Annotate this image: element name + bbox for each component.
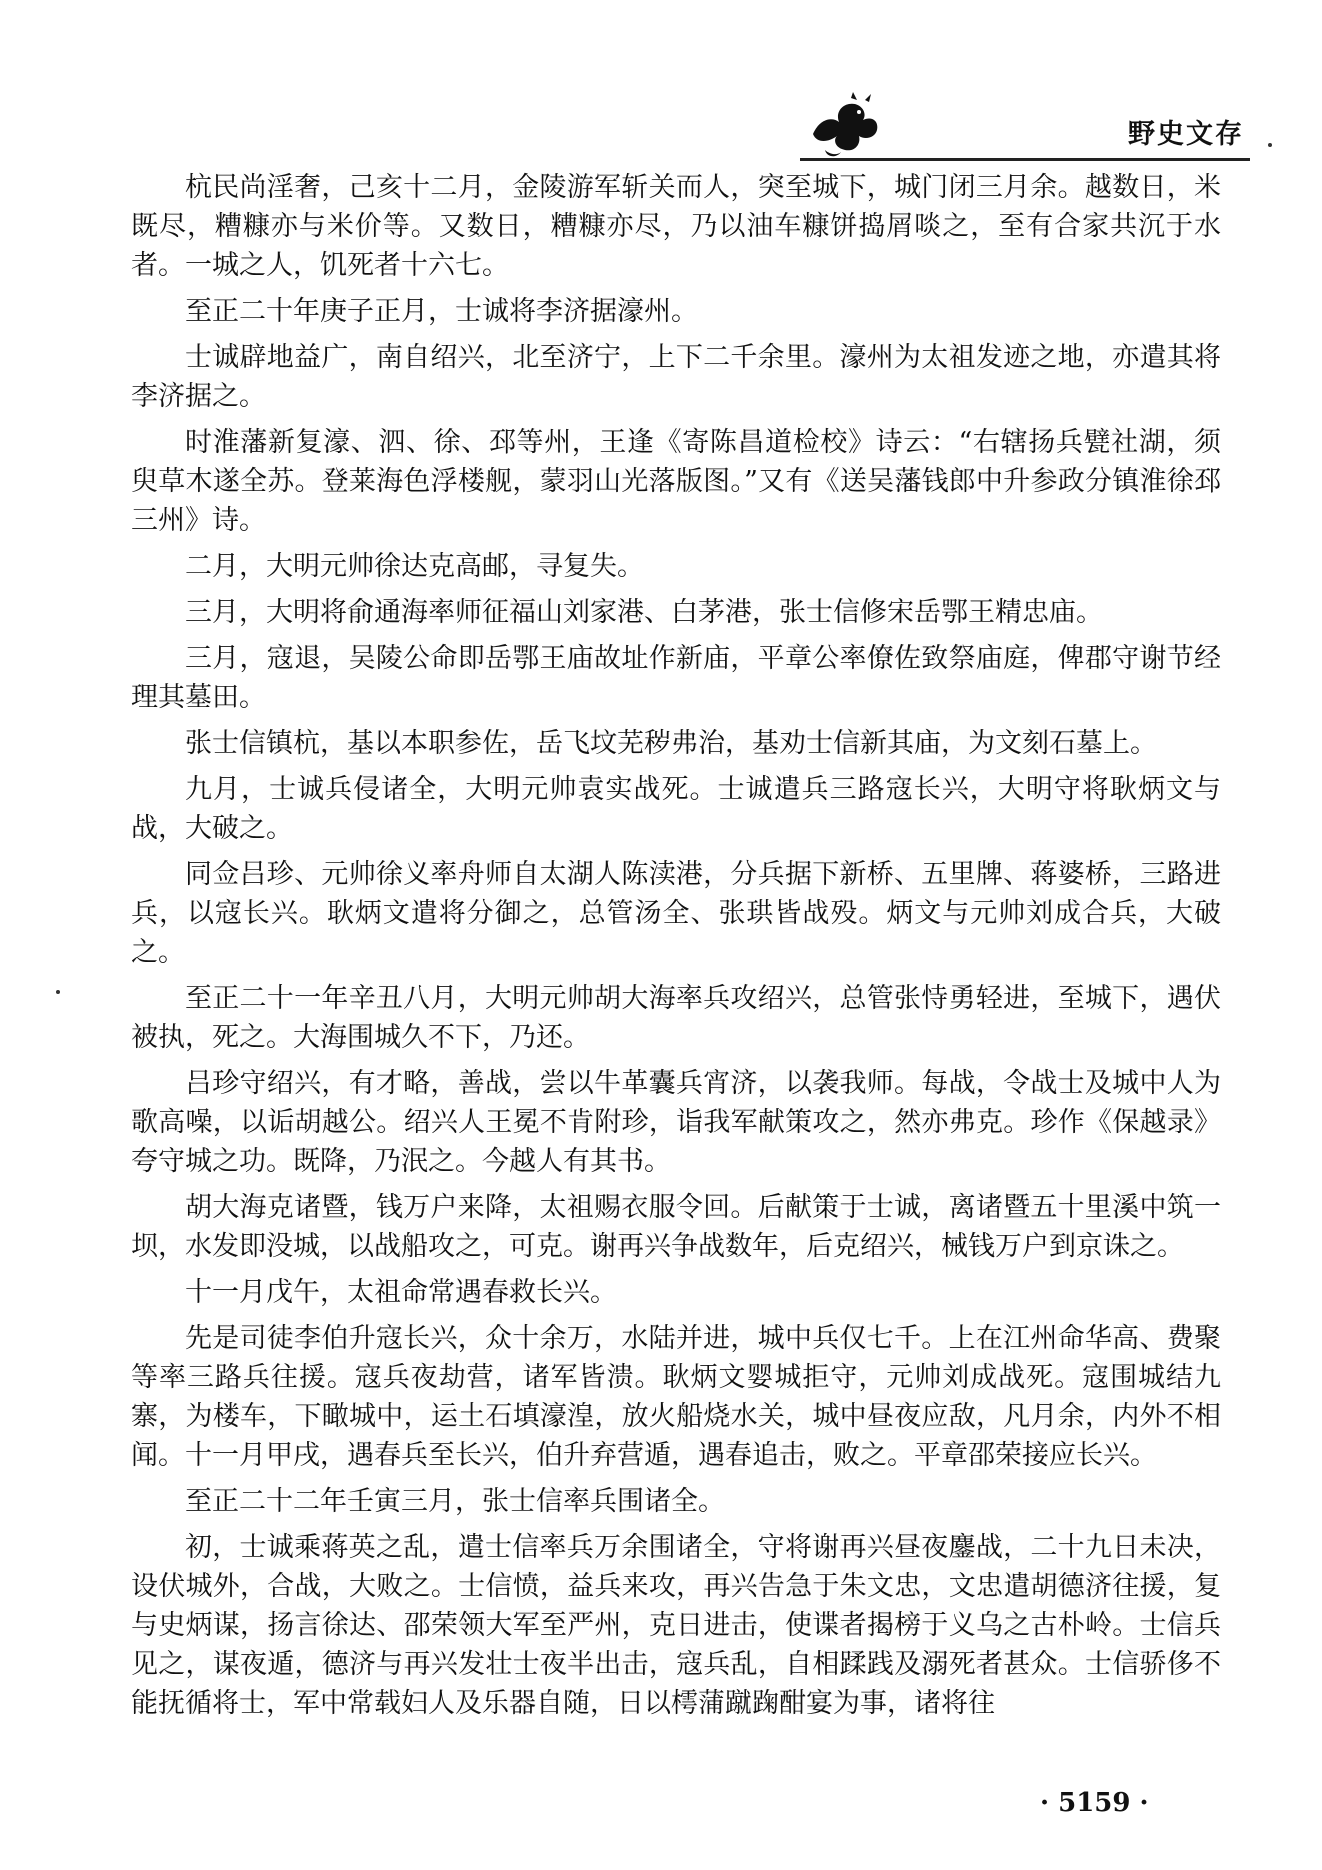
dragon-emblem-icon (805, 90, 885, 160)
paragraph: 三月，寇退，吴陵公命即岳鄂王庙故址作新庙，平章公率僚佐致祭庙庭，俾郡守谢节经理其墓田。 (131, 643, 1221, 713)
paragraph: 二月，大明元帅徐达克高邮，寻复失。 (185, 551, 644, 582)
paragraph: 士诚辟地益广，南自绍兴，北至济宁，上下二千余里。濠州为太祖发迹之地，亦遣其将李济据之。 (131, 342, 1221, 412)
paragraph: 九月，士诚兵侵诸全，大明元帅袁实战死。士诚遣兵三路寇长兴，大明守将耿炳文与战，大破之。 (131, 774, 1221, 844)
paragraph: 吕珍守绍兴，有才略，善战，尝以牛革囊兵宵济，以袭我师。每战，令战士及城中人为歌高噪，以诟胡越公。绍兴人王冕不肯附珍，诣我军献策攻之，然亦弗克。珍作《保越录》夸守城之功。既降，乃泯之。今越人有其书。 (131, 1068, 1221, 1177)
paragraph: 至正二十年庚子正月，士诚将李济据濠州。 (185, 296, 698, 327)
paragraph: 三月，大明将俞通海率师征福山刘家港、白茅港，张士信修宋岳鄂王精忠庙。 (185, 597, 1103, 628)
paragraph: 十一月戊午，太祖命常遇春救长兴。 (185, 1277, 617, 1308)
header-rule (800, 158, 1250, 161)
paragraph: 张士信镇杭，基以本职参佐，岳飞坟芜秽弗治，基劝士信新其庙，为文刻石墓上。 (185, 728, 1157, 759)
page-number: · 5159 · (1040, 1788, 1149, 1818)
book-title: 野史文存 (1128, 119, 1244, 150)
paragraph: 至正二十一年辛丑八月，大明元帅胡大海率兵攻绍兴，总管张恃勇轻进，至城下，遇伏被执，死之。大海围城久不下，乃还。 (131, 983, 1221, 1053)
paragraph: 同佥吕珍、元帅徐义率舟师自太湖人陈渎港，分兵据下新桥、五里牌、蒋婆桥，三路进兵，以寇长兴。耿炳文遣将分御之，总管汤全、张珙皆战殁。炳文与元帅刘成合兵，大破之。 (131, 859, 1221, 968)
paragraph: 时淮藩新复濠、泗、徐、邳等州，王逢《寄陈昌道检校》诗云：“右辖扬兵甓社湖，须臾草木遂全苏。登莱海色浮楼舰，蒙羽山光落版图。”又有《送吴藩钱郎中升参政分镇淮徐邳三州》诗。 (131, 427, 1221, 536)
scan-speck (1268, 143, 1272, 147)
scan-speck (56, 990, 60, 994)
paragraph: 胡大海克诸暨，钱万户来降，太祖赐衣服令回。后献策于士诚，离诸暨五十里溪中筑一坝，水发即没城，以战船攻之，可克。谢再兴争战数年，后克绍兴，械钱万户到京诛之。 (131, 1192, 1221, 1262)
paragraph: 至正二十二年壬寅三月，张士信率兵围诸全。 (185, 1486, 725, 1517)
paragraph: 初，士诚乘蒋英之乱，遣士信率兵万余围诸全，守将谢再兴昼夜鏖战，二十九日未决，设伏城外，合战，大败之。士信愤，益兵来攻，再兴告急于朱文忠，文忠遣胡德济往援，复与史炳谋，扬言徐达、邵荣领大军至严州，克日进击，使谍者揭榜于义乌之古朴岭。士信兵见之，谋夜遁，德济与再兴发壮士夜半出击，寇兵乱，自相蹂践及溺死者甚众。士信骄侈不能抚循将士，军中常载妇人及乐器自随，日以樗蒲蹴踘酣宴为事，诸将往 (131, 1532, 1221, 1719)
paragraph: 先是司徒李伯升寇长兴，众十余万，水陆并进，城中兵仅七千。上在江州命华高、费聚等率三路兵往援。寇兵夜劫营，诸军皆溃。耿炳文婴城拒守，元帅刘成战死。寇围城结九寨，为楼车，下瞰城中，运土石填濠湟，放火船烧水关，城中昼夜应敌，凡月余，内外不相闻。十一月甲戌，遇春兵至长兴，伯升弃营遁，遇春追击，败之。平章邵荣接应长兴。 (131, 1323, 1221, 1471)
main-text (131, 168, 1221, 1730)
paragraph: 杭民尚淫奢，己亥十二月，金陵游军斩关而人，突至城下，城门闭三月余。越数日，米既尽，糟糠亦与米价等。又数日，糟糠亦尽，乃以油车糠饼捣屑啖之，至有合家共沉于水者。一城之人，饥死者十六七。 (131, 172, 1221, 281)
page-header (800, 86, 1250, 166)
